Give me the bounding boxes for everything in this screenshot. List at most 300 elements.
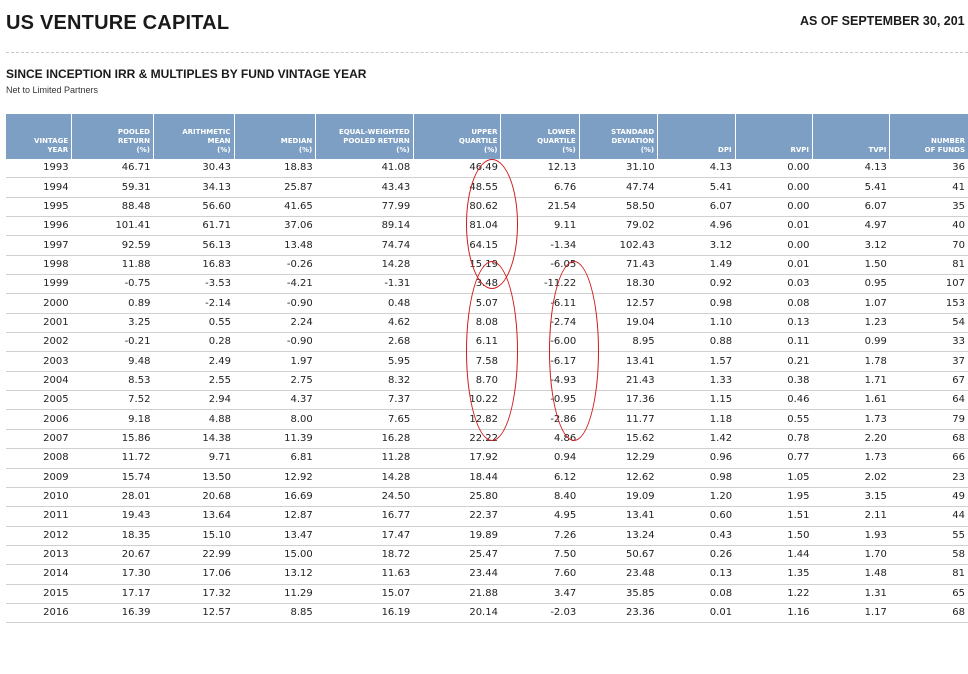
table-cell: -6.00	[501, 333, 579, 352]
table-cell: 77.99	[316, 197, 413, 216]
table-cell: 2.55	[153, 371, 234, 390]
table-cell: 81.04	[413, 217, 501, 236]
table-cell: 2004	[6, 371, 72, 390]
table-row	[6, 159, 968, 178]
table-cell: 34.13	[153, 178, 234, 197]
table-cell: 23.36	[579, 603, 657, 622]
table-cell: -6.17	[501, 352, 579, 371]
table-cell: 17.47	[316, 526, 413, 545]
table-cell: 0.92	[658, 275, 735, 294]
table-cell: 2.24	[234, 313, 316, 332]
table-cell: 15.19	[413, 255, 501, 274]
table-cell: 20.67	[72, 545, 154, 564]
table-cell: 12.13	[501, 159, 579, 178]
table-cell: 24.50	[316, 487, 413, 506]
table-cell: 37.06	[234, 217, 316, 236]
table-cell: 74.74	[316, 236, 413, 255]
table-cell: 67	[890, 371, 968, 390]
table-cell: 28.01	[72, 487, 154, 506]
table-cell: 36	[890, 159, 968, 178]
table-cell: 9.71	[153, 449, 234, 468]
table-cell: 4.37	[234, 391, 316, 410]
table-cell: 1.78	[812, 352, 889, 371]
table-row	[6, 429, 968, 448]
table-cell: 13.47	[234, 526, 316, 545]
table-cell: 11.72	[72, 449, 154, 468]
table-cell: 7.52	[72, 391, 154, 410]
table-row	[6, 236, 968, 255]
table-cell: 19.09	[579, 487, 657, 506]
table-cell: 1.73	[812, 410, 889, 429]
table-cell: 9.11	[501, 217, 579, 236]
table-cell: 68	[890, 429, 968, 448]
table-cell: 0.77	[735, 449, 812, 468]
table-cell: 17.17	[72, 584, 154, 603]
table-cell: 1.33	[658, 371, 735, 390]
column-header: TVPI	[812, 114, 889, 159]
table-cell: -6.11	[501, 294, 579, 313]
table-cell: 15.86	[72, 429, 154, 448]
table-cell: 13.24	[579, 526, 657, 545]
table-cell: -1.31	[316, 275, 413, 294]
table-cell: 56.13	[153, 236, 234, 255]
table-cell: 4.13	[658, 159, 735, 178]
column-header: RVPI	[735, 114, 812, 159]
table-cell: 1.18	[658, 410, 735, 429]
table-cell: 1.42	[658, 429, 735, 448]
column-header: VINTAGE YEAR	[6, 114, 72, 159]
table-cell: 50.67	[579, 545, 657, 564]
table-cell: 2000	[6, 294, 72, 313]
table-cell: 0.01	[735, 217, 812, 236]
table-cell: 21.43	[579, 371, 657, 390]
table-cell: 0.98	[658, 294, 735, 313]
table-cell: 3.48	[413, 275, 501, 294]
table-cell: 0.55	[153, 313, 234, 332]
table-cell: 2001	[6, 313, 72, 332]
table-cell: -1.34	[501, 236, 579, 255]
table-row	[6, 584, 968, 603]
table-cell: 25.87	[234, 178, 316, 197]
table-cell: 0.13	[735, 313, 812, 332]
table-cell: 41	[890, 178, 968, 197]
table-cell: 46.49	[413, 159, 501, 178]
table-cell: 21.88	[413, 584, 501, 603]
table-cell: 2.20	[812, 429, 889, 448]
table-cell: 19.04	[579, 313, 657, 332]
table-cell: -4.21	[234, 275, 316, 294]
table-row	[6, 352, 968, 371]
table-cell: 1995	[6, 197, 72, 216]
table-cell: 0.08	[658, 584, 735, 603]
table-row	[6, 255, 968, 274]
column-header: MEDIAN (%)	[234, 114, 316, 159]
table-cell: 23	[890, 468, 968, 487]
table-row	[6, 197, 968, 216]
table-cell: 18.30	[579, 275, 657, 294]
table-cell: 16.39	[72, 603, 154, 622]
table-cell: 54	[890, 313, 968, 332]
table-cell: 22.99	[153, 545, 234, 564]
table-cell: 17.06	[153, 565, 234, 584]
table-cell: 18.83	[234, 159, 316, 178]
table-cell: 25.47	[413, 545, 501, 564]
table-cell: 0.55	[735, 410, 812, 429]
table-cell: 1.35	[735, 565, 812, 584]
table-cell: 16.19	[316, 603, 413, 622]
table-cell: 25.80	[413, 487, 501, 506]
table-cell: 2016	[6, 603, 72, 622]
table-cell: 1998	[6, 255, 72, 274]
table-cell: 1.20	[658, 487, 735, 506]
table-cell: 0.03	[735, 275, 812, 294]
table-cell: 13.41	[579, 507, 657, 526]
table-cell: 0.78	[735, 429, 812, 448]
table-row	[6, 333, 968, 352]
table-cell: 2010	[6, 487, 72, 506]
table-cell: 0.38	[735, 371, 812, 390]
table-cell: 14.28	[316, 255, 413, 274]
table-cell: 0.01	[735, 255, 812, 274]
table-cell: 2003	[6, 352, 72, 371]
table-cell: 1993	[6, 159, 72, 178]
table-cell: 33	[890, 333, 968, 352]
table-cell: 0.13	[658, 565, 735, 584]
table-cell: 43.43	[316, 178, 413, 197]
table-cell: 15.10	[153, 526, 234, 545]
table-cell: 22.22	[413, 429, 501, 448]
table-cell: 13.12	[234, 565, 316, 584]
column-header: EQUAL-WEIGHTED POOLED RETURN (%)	[316, 114, 413, 159]
table-cell: 88.48	[72, 197, 154, 216]
table-cell: 56.60	[153, 197, 234, 216]
table-cell: 2011	[6, 507, 72, 526]
table-cell: 17.36	[579, 391, 657, 410]
table-cell: 41.08	[316, 159, 413, 178]
table-cell: 13.50	[153, 468, 234, 487]
table-row	[6, 565, 968, 584]
table-cell: 19.89	[413, 526, 501, 545]
table-cell: 11.28	[316, 449, 413, 468]
table-cell: 1997	[6, 236, 72, 255]
table-cell: 0.88	[658, 333, 735, 352]
table-cell: 1.44	[735, 545, 812, 564]
table-cell: 2006	[6, 410, 72, 429]
table-cell: 4.86	[501, 429, 579, 448]
table-cell: 13.41	[579, 352, 657, 371]
table-cell: 21.54	[501, 197, 579, 216]
table-row	[6, 275, 968, 294]
table-cell: 0.46	[735, 391, 812, 410]
table-cell: 0.89	[72, 294, 154, 313]
table-cell: 59.31	[72, 178, 154, 197]
table-row	[6, 391, 968, 410]
table-cell: 1.07	[812, 294, 889, 313]
table-cell: 81	[890, 255, 968, 274]
table-cell: 2009	[6, 468, 72, 487]
table-row	[6, 526, 968, 545]
table-cell: 58	[890, 545, 968, 564]
table-cell: 0.00	[735, 178, 812, 197]
column-header: STANDARD DEVIATION (%)	[579, 114, 657, 159]
table-cell: 12.82	[413, 410, 501, 429]
divider	[6, 52, 968, 53]
table-cell: 0.00	[735, 197, 812, 216]
table-cell: 44	[890, 507, 968, 526]
table-cell: 1.50	[812, 255, 889, 274]
table-cell: 8.85	[234, 603, 316, 622]
table-cell: 1.22	[735, 584, 812, 603]
table-cell: 48.55	[413, 178, 501, 197]
table-cell: 0.60	[658, 507, 735, 526]
table-cell: 58.50	[579, 197, 657, 216]
table-cell: 17.92	[413, 449, 501, 468]
table-cell: 16.77	[316, 507, 413, 526]
table-cell: 0.99	[812, 333, 889, 352]
table-cell: 4.96	[658, 217, 735, 236]
table-cell: 7.26	[501, 526, 579, 545]
table-cell: 10.22	[413, 391, 501, 410]
table-cell: 92.59	[72, 236, 154, 255]
table-cell: 47.74	[579, 178, 657, 197]
table-cell: 11.39	[234, 429, 316, 448]
table-cell: 49	[890, 487, 968, 506]
table-cell: 1994	[6, 178, 72, 197]
table-cell: 15.00	[234, 545, 316, 564]
table-cell: 12.92	[234, 468, 316, 487]
table-cell: 6.81	[234, 449, 316, 468]
table-cell: 11.63	[316, 565, 413, 584]
table-cell: 79	[890, 410, 968, 429]
table-cell: 66	[890, 449, 968, 468]
table-cell: 9.18	[72, 410, 154, 429]
table-cell: 8.40	[501, 487, 579, 506]
table-cell: 4.95	[501, 507, 579, 526]
table-cell: 1.51	[735, 507, 812, 526]
table-row	[6, 294, 968, 313]
table-cell: -0.75	[72, 275, 154, 294]
table-cell: 1.71	[812, 371, 889, 390]
table-cell: 1.57	[658, 352, 735, 371]
table-cell: 16.28	[316, 429, 413, 448]
table-row	[6, 449, 968, 468]
table-cell: 18.44	[413, 468, 501, 487]
table-cell: 0.26	[658, 545, 735, 564]
table-cell: 2.49	[153, 352, 234, 371]
table-cell: 0.95	[812, 275, 889, 294]
table-cell: 7.65	[316, 410, 413, 429]
column-header: POOLED RETURN (%)	[72, 114, 154, 159]
table-cell: 3.47	[501, 584, 579, 603]
table-cell: 71.43	[579, 255, 657, 274]
table-subtitle: SINCE INCEPTION IRR & MULTIPLES BY FUND VINTAGE YEAR	[6, 67, 367, 81]
table-cell: 5.07	[413, 294, 501, 313]
table-cell: 0.21	[735, 352, 812, 371]
table-cell: 2012	[6, 526, 72, 545]
table-cell: 4.13	[812, 159, 889, 178]
table-cell: 12.29	[579, 449, 657, 468]
table-cell: 102.43	[579, 236, 657, 255]
table-row	[6, 313, 968, 332]
table-cell: 1.61	[812, 391, 889, 410]
table-cell: 46.71	[72, 159, 154, 178]
table-cell: 7.37	[316, 391, 413, 410]
table-cell: 80.62	[413, 197, 501, 216]
table-cell: 153	[890, 294, 968, 313]
table-cell: 16.83	[153, 255, 234, 274]
table-cell: 14.28	[316, 468, 413, 487]
table-cell: 12.57	[153, 603, 234, 622]
table-cell: 5.41	[812, 178, 889, 197]
table-cell: 1.10	[658, 313, 735, 332]
table-cell: 5.95	[316, 352, 413, 371]
table-cell: 1.31	[812, 584, 889, 603]
table-cell: 2007	[6, 429, 72, 448]
table-cell: 0.11	[735, 333, 812, 352]
table-cell: 15.07	[316, 584, 413, 603]
table-cell: 1996	[6, 217, 72, 236]
table-cell: 13.48	[234, 236, 316, 255]
table-cell: 1999	[6, 275, 72, 294]
table-cell: -0.90	[234, 333, 316, 352]
table-cell: 1.50	[735, 526, 812, 545]
table-cell: 2.11	[812, 507, 889, 526]
table-cell: 3.15	[812, 487, 889, 506]
table-cell: -0.90	[234, 294, 316, 313]
table-cell: -4.93	[501, 371, 579, 390]
table-cell: 31.10	[579, 159, 657, 178]
table-row	[6, 371, 968, 390]
table-cell: -2.14	[153, 294, 234, 313]
table-cell: 12.87	[234, 507, 316, 526]
table-cell: 18.35	[72, 526, 154, 545]
table-cell: -0.21	[72, 333, 154, 352]
table-row	[6, 507, 968, 526]
table-cell: 8.08	[413, 313, 501, 332]
table-cell: 14.38	[153, 429, 234, 448]
table-cell: 30.43	[153, 159, 234, 178]
table-body	[6, 159, 968, 623]
table-row	[6, 410, 968, 429]
column-header: UPPER QUARTILE (%)	[413, 114, 501, 159]
table-row	[6, 603, 968, 622]
table-cell: 4.88	[153, 410, 234, 429]
table-cell: 2013	[6, 545, 72, 564]
table-cell: 2015	[6, 584, 72, 603]
as-of-date: AS OF SEPTEMBER 30, 201	[800, 14, 965, 28]
table-cell: 22.37	[413, 507, 501, 526]
table-cell: 2008	[6, 449, 72, 468]
table-cell: 68	[890, 603, 968, 622]
column-header: LOWER QUARTILE (%)	[501, 114, 579, 159]
table-cell: 8.95	[579, 333, 657, 352]
table-cell: 0.48	[316, 294, 413, 313]
table-cell: 7.60	[501, 565, 579, 584]
table-cell: 0.08	[735, 294, 812, 313]
table-cell: 17.32	[153, 584, 234, 603]
table-cell: 19.43	[72, 507, 154, 526]
table-cell: 15.62	[579, 429, 657, 448]
table-cell: 0.00	[735, 236, 812, 255]
table-cell: -0.26	[234, 255, 316, 274]
table-cell: 2.75	[234, 371, 316, 390]
table-cell: 0.28	[153, 333, 234, 352]
table-cell: 64.15	[413, 236, 501, 255]
table-cell: -0.95	[501, 391, 579, 410]
table-cell: -2.86	[501, 410, 579, 429]
table-cell: 1.15	[658, 391, 735, 410]
table-cell: 1.16	[735, 603, 812, 622]
table-cell: 0.01	[658, 603, 735, 622]
table-cell: 5.41	[658, 178, 735, 197]
table-cell: 2002	[6, 333, 72, 352]
table-note: Net to Limited Partners	[6, 85, 99, 95]
table-cell: 16.69	[234, 487, 316, 506]
table-cell: -2.74	[501, 313, 579, 332]
table-cell: 0.00	[735, 159, 812, 178]
table-cell: 0.96	[658, 449, 735, 468]
table-row	[6, 178, 968, 197]
table-cell: 8.32	[316, 371, 413, 390]
table-cell: -2.03	[501, 603, 579, 622]
table-cell: 7.50	[501, 545, 579, 564]
table-cell: 12.62	[579, 468, 657, 487]
column-header: DPI	[658, 114, 735, 159]
table-cell: 0.94	[501, 449, 579, 468]
table-cell: 18.72	[316, 545, 413, 564]
table-cell: 3.12	[658, 236, 735, 255]
table-cell: 79.02	[579, 217, 657, 236]
table-cell: 61.71	[153, 217, 234, 236]
table-cell: 35.85	[579, 584, 657, 603]
table-cell: 7.58	[413, 352, 501, 371]
table-cell: 8.53	[72, 371, 154, 390]
column-header: ARITHMETIC MEAN (%)	[153, 114, 234, 159]
table-cell: 4.62	[316, 313, 413, 332]
table-cell: 13.64	[153, 507, 234, 526]
table-cell: 1.97	[234, 352, 316, 371]
table-cell: 37	[890, 352, 968, 371]
table-cell: 6.07	[812, 197, 889, 216]
table-cell: 8.70	[413, 371, 501, 390]
table-cell: 70	[890, 236, 968, 255]
table-cell: 81	[890, 565, 968, 584]
table-cell: 89.14	[316, 217, 413, 236]
table-cell: 65	[890, 584, 968, 603]
table-header-row	[6, 114, 968, 159]
table-row	[6, 487, 968, 506]
table-row	[6, 468, 968, 487]
table-cell: 2014	[6, 565, 72, 584]
table-cell: 9.48	[72, 352, 154, 371]
table-cell: 17.30	[72, 565, 154, 584]
table-cell: 6.11	[413, 333, 501, 352]
table-cell: 2.02	[812, 468, 889, 487]
table-cell: 20.68	[153, 487, 234, 506]
table-cell: 3.25	[72, 313, 154, 332]
table-cell: 41.65	[234, 197, 316, 216]
table-cell: 1.95	[735, 487, 812, 506]
table-cell: 6.76	[501, 178, 579, 197]
table-cell: -6.05	[501, 255, 579, 274]
page-title: US VENTURE CAPITAL	[6, 12, 230, 34]
column-header: NUMBER OF FUNDS	[890, 114, 968, 159]
table-cell: 1.73	[812, 449, 889, 468]
table-cell: 64	[890, 391, 968, 410]
table-cell: 6.12	[501, 468, 579, 487]
table-cell: 35	[890, 197, 968, 216]
table-cell: 1.93	[812, 526, 889, 545]
